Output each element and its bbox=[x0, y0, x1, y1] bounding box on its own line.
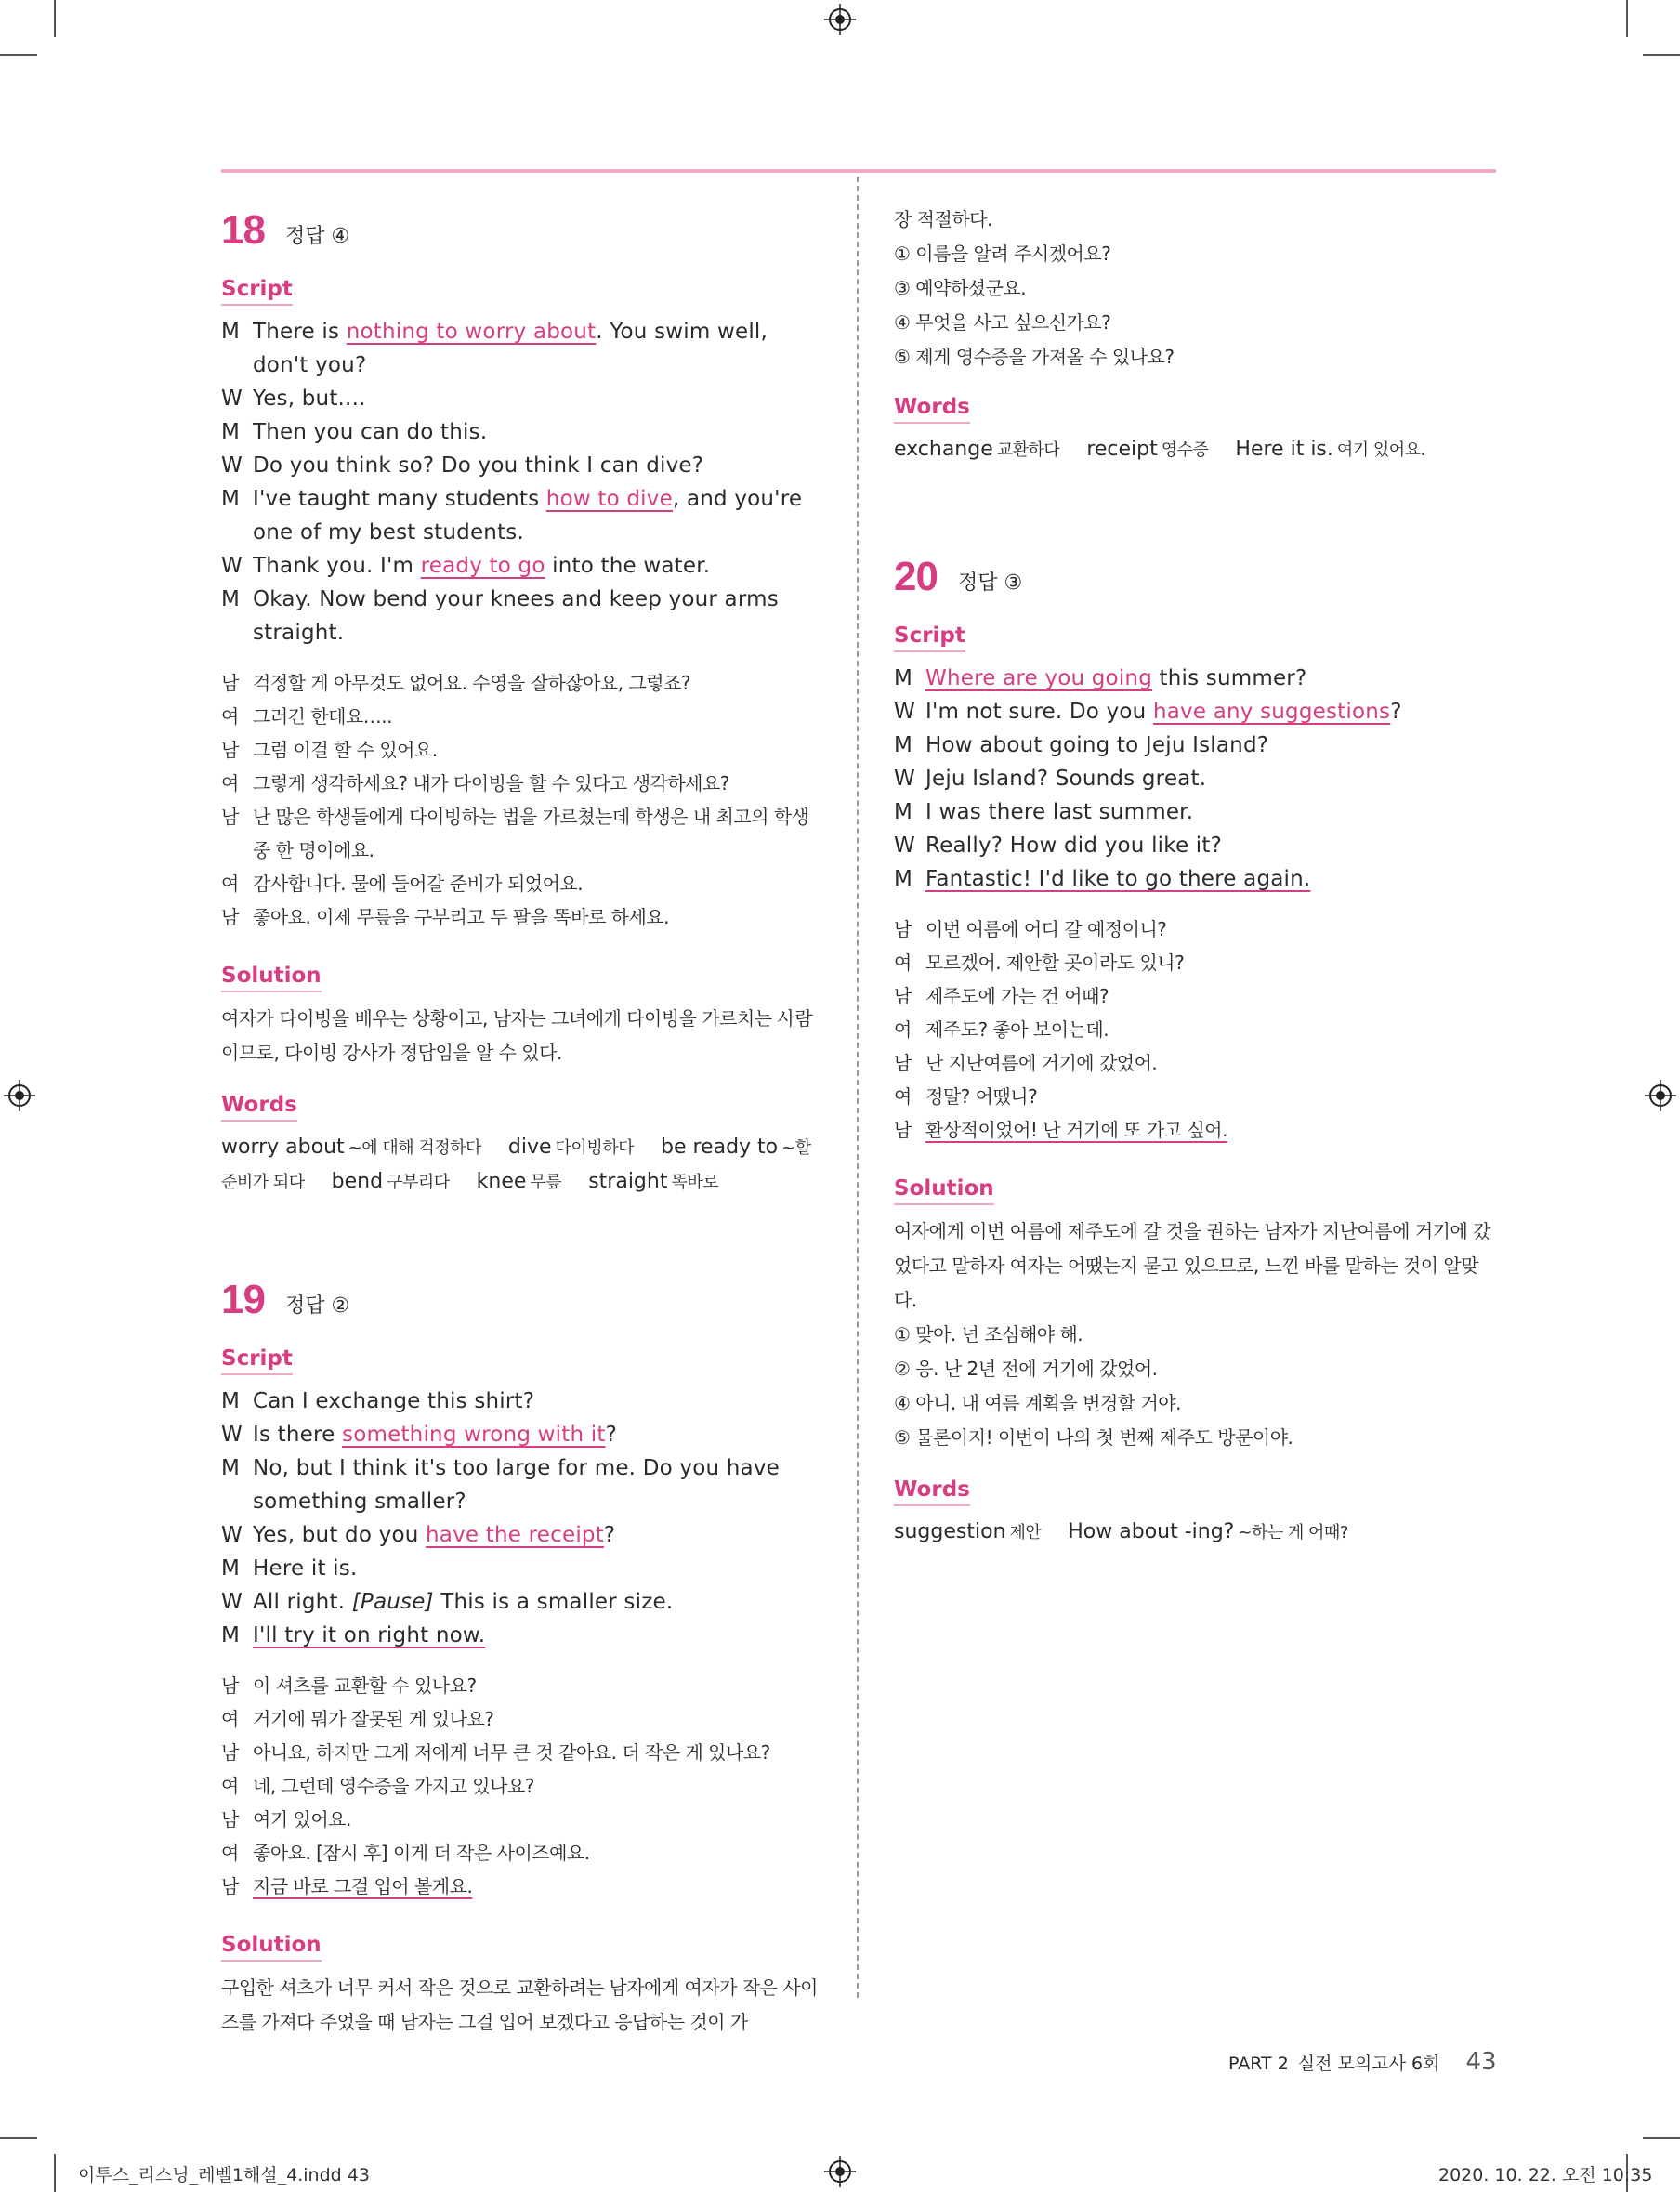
word-entry bbox=[477, 1170, 562, 1193]
translation-text: 좋아요. [잠시 후] 이게 더 작은 사이즈예요. bbox=[253, 1842, 590, 1864]
answer-option: ③ 예약하셨군요. bbox=[894, 277, 1027, 299]
translation-lines bbox=[221, 666, 823, 934]
solution-label: Solution bbox=[221, 964, 322, 992]
word-english: receipt bbox=[1086, 438, 1158, 461]
script-segment: This is a smaller size. bbox=[433, 1590, 674, 1614]
highlighted-phrase: have the receipt bbox=[426, 1523, 604, 1547]
translation-line bbox=[221, 1803, 823, 1836]
script-text bbox=[253, 1552, 823, 1585]
column-divider bbox=[857, 177, 859, 1998]
script-segment: No, but I think it's too large for me. Do you have something smaller? bbox=[253, 1456, 780, 1514]
speaker-label: W bbox=[221, 453, 243, 478]
speaker-label: M bbox=[221, 487, 241, 511]
translation-text: 제주도에 가는 건 어때? bbox=[925, 985, 1109, 1007]
speaker-label: M bbox=[221, 1623, 241, 1647]
answer-label: 정답 ④ bbox=[284, 225, 350, 248]
script-segment: , and you're one of my best students. bbox=[253, 487, 803, 545]
script-segment: I've taught many students bbox=[253, 487, 546, 511]
speaker-label: M bbox=[221, 320, 241, 344]
script-line bbox=[221, 1451, 823, 1518]
crop-mark bbox=[54, 0, 56, 37]
script-line bbox=[221, 1418, 823, 1451]
speaker-label: 남 bbox=[221, 739, 239, 761]
translation-text: 그럼 이걸 할 수 있어요. bbox=[253, 739, 438, 761]
answer-option: ① 이름을 알려 주시겠어요? bbox=[894, 243, 1111, 265]
script-text bbox=[925, 695, 1496, 728]
highlighted-phrase: how to dive bbox=[545, 487, 673, 511]
script-line bbox=[894, 728, 1496, 762]
answer-line: Fantastic! I'd like to go there again. bbox=[925, 867, 1311, 891]
translation-line bbox=[221, 733, 823, 767]
translation-line bbox=[894, 979, 1496, 1013]
translation-line bbox=[221, 1769, 823, 1803]
script-line bbox=[894, 662, 1496, 695]
word-english: exchange bbox=[894, 438, 993, 461]
word-english: straight bbox=[588, 1170, 668, 1193]
script-segment: I'm not sure. Do you bbox=[925, 700, 1153, 724]
word-entry bbox=[1086, 438, 1208, 461]
script-segment: Yes, but do you bbox=[253, 1523, 427, 1547]
translation-line bbox=[894, 946, 1496, 979]
words-list bbox=[894, 433, 1496, 467]
speaker-label: 여 bbox=[221, 1775, 239, 1797]
registration-mark-icon bbox=[1645, 1080, 1676, 1111]
highlighted-phrase: something wrong with it bbox=[342, 1423, 606, 1447]
answer-option: ⑤ 물론이지! 이번이 나의 첫 번째 제주도 방문이야. bbox=[894, 1426, 1293, 1449]
script-segment: Yes, but.... bbox=[253, 387, 366, 411]
speaker-label: 남 bbox=[894, 1052, 912, 1074]
translation-line bbox=[221, 1736, 823, 1769]
highlighted-phrase: have any suggestions bbox=[1152, 700, 1391, 724]
speaker-label: M bbox=[221, 1556, 241, 1581]
word-entry bbox=[508, 1135, 634, 1159]
answer-line: I'll try it on right now. bbox=[253, 1623, 486, 1647]
question-20 bbox=[894, 549, 1496, 1550]
speaker-label: 여 bbox=[221, 1708, 239, 1730]
footer-part: PART 2 bbox=[1228, 2054, 1289, 2074]
translation-line bbox=[221, 800, 823, 867]
script-text bbox=[253, 583, 823, 650]
word-entry bbox=[588, 1170, 718, 1193]
speaker-label: W bbox=[221, 1523, 243, 1547]
speaker-label: W bbox=[221, 1423, 243, 1447]
word-entry bbox=[894, 438, 1059, 461]
speaker-label: 남 bbox=[221, 1808, 239, 1831]
script-text bbox=[253, 482, 823, 549]
translation-text: 모르겠어. 제안할 곳이라도 있니? bbox=[925, 952, 1185, 974]
word-korean: 똑바로 bbox=[671, 1173, 719, 1192]
word-entry bbox=[221, 1135, 481, 1159]
script-text bbox=[925, 762, 1496, 795]
word-english: worry about bbox=[221, 1135, 345, 1159]
script-line bbox=[221, 449, 823, 482]
translation-line bbox=[894, 1046, 1496, 1080]
word-korean: 제안 bbox=[1009, 1523, 1042, 1542]
word-english: How about -ing? bbox=[1068, 1520, 1235, 1543]
script-line bbox=[894, 695, 1496, 728]
slug-date: 2020. 10. 22. 오전 10:35 bbox=[1438, 2165, 1653, 2185]
script-line bbox=[894, 762, 1496, 795]
script-lines bbox=[894, 662, 1496, 896]
speaker-label: 여 bbox=[894, 952, 912, 974]
question-19 bbox=[221, 1272, 823, 2040]
script-text bbox=[253, 1619, 823, 1652]
speaker-label: W bbox=[894, 767, 915, 791]
speaker-label: M bbox=[221, 1389, 241, 1413]
script-label: Script bbox=[221, 1346, 293, 1375]
speaker-label: 여 bbox=[221, 873, 239, 895]
script-line bbox=[221, 1585, 823, 1619]
translation-line bbox=[221, 1702, 823, 1736]
script-line bbox=[894, 829, 1496, 862]
script-segment: Okay. Now bend your knees and keep your arms straight. bbox=[253, 587, 779, 645]
translation-text: 좋아요. 이제 무릎을 구부리고 두 팔을 똑바로 하세요. bbox=[253, 906, 669, 928]
solution-text: 여자가 다이빙을 배우는 상황이고, 남자는 그녀에게 다이빙을 가르치는 사람이므로, 다이빙 강사가 정답임을 알 수 있다. bbox=[221, 1007, 813, 1064]
translation-text: 거기에 뭐가 잘못된 게 있나요? bbox=[253, 1708, 494, 1730]
speaker-label: W bbox=[221, 554, 243, 578]
header-rule bbox=[221, 169, 1496, 173]
speaker-label: W bbox=[894, 833, 915, 858]
word-english: be ready to bbox=[661, 1135, 779, 1159]
footer-title: 실전 모의고사 6회 bbox=[1297, 2054, 1440, 2074]
solution-text-continued: 장 적절하다. bbox=[894, 208, 992, 230]
answer-options bbox=[894, 237, 1496, 374]
right-column bbox=[894, 203, 1496, 1550]
translation-text: 아니요, 하지만 그게 저에게 너무 큰 것 같아요. 더 작은 게 있나요? bbox=[253, 1741, 770, 1764]
script-segment: Do you think so? Do you think I can dive? bbox=[253, 453, 704, 478]
left-column bbox=[221, 203, 823, 2040]
script-text bbox=[925, 662, 1496, 695]
crop-mark bbox=[54, 2154, 56, 2192]
highlighted-phrase: ready to go bbox=[420, 554, 545, 578]
page-number: 43 bbox=[1465, 2048, 1497, 2076]
speaker-label: M bbox=[894, 666, 913, 690]
script-segment: There is bbox=[253, 320, 347, 344]
translation-line bbox=[221, 1870, 823, 1903]
speaker-label: 남 bbox=[221, 806, 239, 828]
script-segment: . You swim well, don't you? bbox=[253, 320, 768, 377]
script-label: Script bbox=[221, 277, 293, 306]
question-number: 19 bbox=[221, 1277, 265, 1322]
script-text bbox=[253, 382, 823, 415]
speaker-label: 남 bbox=[221, 672, 239, 694]
translation-line bbox=[894, 912, 1496, 946]
question-18 bbox=[221, 203, 823, 1200]
script-text bbox=[253, 1585, 823, 1619]
solution-text: 여자에게 이번 여름에 제주도에 갈 것을 권하는 남자가 지난여름에 거기에 갔었다고 말하자 여자는 어땠는지 묻고 있으므로, 느낀 바를 말하는 것이 알맞다. bbox=[894, 1220, 1490, 1311]
translation-lines bbox=[894, 912, 1496, 1147]
script-text bbox=[253, 1385, 823, 1418]
question-header bbox=[894, 549, 1496, 597]
word-entry bbox=[1068, 1520, 1348, 1543]
translation-line bbox=[221, 1669, 823, 1702]
script-segment: Really? How did you like it? bbox=[925, 833, 1223, 858]
translation-text: 이 셔츠를 교환할 수 있나요? bbox=[253, 1674, 477, 1697]
translation-lines bbox=[221, 1669, 823, 1903]
script-line bbox=[221, 549, 823, 583]
script-text bbox=[253, 1418, 823, 1451]
translation-text: 환상적이었어! 난 거기에 또 가고 싶어. bbox=[925, 1119, 1227, 1141]
translation-line bbox=[894, 1113, 1496, 1147]
translation-text: 이번 여름에 어디 갈 예정이니? bbox=[925, 918, 1167, 940]
crop-mark bbox=[1626, 0, 1628, 37]
script-segment: ? bbox=[603, 1523, 616, 1547]
speaker-label: 여 bbox=[894, 1085, 912, 1108]
speaker-label: 남 bbox=[221, 1875, 239, 1897]
word-entry bbox=[894, 1520, 1041, 1543]
speaker-label: 남 bbox=[894, 985, 912, 1007]
script-segment: Jeju Island? Sounds great. bbox=[925, 767, 1207, 791]
stage-direction: [Pause] bbox=[351, 1590, 434, 1614]
script-segment: Here it is. bbox=[253, 1556, 358, 1581]
answer-label: 정답 ② bbox=[284, 1294, 350, 1318]
speaker-label: 남 bbox=[894, 1119, 912, 1141]
script-segment: Can I exchange this shirt? bbox=[253, 1389, 535, 1413]
script-text bbox=[925, 829, 1496, 862]
speaker-label: M bbox=[894, 733, 913, 757]
script-label: Script bbox=[894, 623, 965, 652]
solution-label: Solution bbox=[894, 1176, 994, 1205]
script-text bbox=[253, 315, 823, 382]
word-english: bend bbox=[331, 1170, 384, 1193]
script-line bbox=[221, 415, 823, 449]
speaker-label: M bbox=[221, 587, 241, 611]
speaker-label: 여 bbox=[221, 772, 239, 794]
word-english: knee bbox=[476, 1170, 527, 1193]
registration-mark-icon bbox=[824, 2156, 856, 2187]
words-label: Words bbox=[221, 1093, 297, 1122]
script-text bbox=[253, 415, 823, 449]
word-korean: ~하는 게 어때? bbox=[1238, 1523, 1348, 1542]
words-label: Words bbox=[894, 395, 970, 424]
word-entry bbox=[332, 1170, 450, 1193]
word-korean: 다이빙하다 bbox=[555, 1138, 634, 1158]
script-text bbox=[253, 1518, 823, 1552]
crop-mark bbox=[0, 2137, 37, 2139]
translation-text: 제주도? 좋아 보이는데. bbox=[925, 1018, 1109, 1041]
speaker-label: 여 bbox=[894, 1018, 912, 1041]
speaker-label: 남 bbox=[894, 918, 912, 940]
speaker-label: 남 bbox=[221, 1674, 239, 1697]
script-segment: Then you can do this. bbox=[253, 420, 488, 444]
script-line bbox=[221, 1552, 823, 1585]
answer-option: ① 맞아. 넌 조심해야 해. bbox=[894, 1323, 1083, 1345]
word-korean: 여기 있어요. bbox=[1336, 440, 1425, 460]
script-line bbox=[221, 315, 823, 382]
answer-option: ④ 무엇을 사고 싶으신가요? bbox=[894, 311, 1111, 334]
word-english: suggestion bbox=[894, 1520, 1006, 1543]
script-line bbox=[221, 382, 823, 415]
speaker-label: M bbox=[894, 867, 913, 891]
translation-text: 감사합니다. 물에 들어갈 준비가 되었어요. bbox=[253, 873, 584, 895]
translation-text: 정말? 어땠니? bbox=[925, 1085, 1038, 1108]
crop-mark bbox=[1643, 2137, 1680, 2139]
answer-option: ② 응. 난 2년 전에 거기에 갔었어. bbox=[894, 1358, 1158, 1380]
answer-label: 정답 ③ bbox=[957, 571, 1023, 595]
translation-text: 그러긴 한데요….. bbox=[253, 705, 392, 728]
words-list bbox=[894, 1516, 1496, 1550]
script-line bbox=[221, 1518, 823, 1552]
script-segment: I was there last summer. bbox=[925, 800, 1194, 824]
translation-text: 난 지난여름에 거기에 갔었어. bbox=[925, 1052, 1158, 1074]
answer-option: ⑤ 제게 영수증을 가져올 수 있나요? bbox=[894, 346, 1175, 368]
script-line bbox=[221, 1385, 823, 1418]
script-line bbox=[221, 1619, 823, 1652]
speaker-label: 남 bbox=[221, 1741, 239, 1764]
speaker-label: W bbox=[221, 1590, 243, 1614]
answer-option: ④ 아니. 내 여름 계획을 변경할 거야. bbox=[894, 1392, 1181, 1414]
translation-text: 네, 그런데 영수증을 가지고 있나요? bbox=[253, 1775, 534, 1797]
speaker-label: M bbox=[221, 420, 241, 444]
translation-line bbox=[221, 1836, 823, 1870]
script-segment: ? bbox=[605, 1423, 617, 1447]
speaker-label: W bbox=[221, 387, 243, 411]
word-korean: 교환하다 bbox=[996, 440, 1060, 460]
question-header bbox=[221, 1272, 823, 1320]
script-lines bbox=[221, 1385, 823, 1652]
script-text bbox=[925, 862, 1496, 896]
translation-line bbox=[221, 867, 823, 900]
script-segment: into the water. bbox=[545, 554, 711, 578]
question-number: 20 bbox=[894, 554, 938, 599]
script-line bbox=[221, 583, 823, 650]
word-english: Here it is. bbox=[1235, 438, 1333, 461]
script-text bbox=[925, 795, 1496, 829]
word-korean: ~할 준비가 되다 bbox=[221, 1138, 811, 1192]
translation-line bbox=[221, 666, 823, 700]
word-korean: 구부리다 bbox=[387, 1173, 450, 1192]
script-line bbox=[894, 862, 1496, 896]
script-segment: Is there bbox=[253, 1423, 343, 1447]
crop-mark bbox=[0, 54, 37, 56]
translation-text: 그렇게 생각하세요? 내가 다이빙을 할 수 있다고 생각하세요? bbox=[253, 772, 729, 794]
page-footer bbox=[1228, 2048, 1497, 2076]
question-number: 18 bbox=[221, 207, 265, 253]
crop-mark bbox=[1643, 54, 1680, 56]
speaker-label: M bbox=[221, 1456, 241, 1480]
word-english: dive bbox=[507, 1135, 552, 1159]
script-text bbox=[253, 549, 823, 583]
translation-line bbox=[221, 900, 823, 934]
script-line bbox=[894, 795, 1496, 829]
script-text bbox=[253, 1451, 823, 1518]
highlighted-phrase: Where are you going bbox=[925, 666, 1152, 690]
script-segment: All right. bbox=[253, 1590, 352, 1614]
word-korean: 무릎 bbox=[530, 1173, 562, 1192]
script-segment: ? bbox=[1390, 700, 1402, 724]
speaker-label: 남 bbox=[221, 906, 239, 928]
translation-text: 난 많은 학생들에게 다이빙하는 법을 가르쳤는데 학생은 내 최고의 학생 중 한 명이에요. bbox=[253, 806, 809, 861]
translation-line bbox=[894, 1080, 1496, 1113]
speaker-label: M bbox=[894, 800, 913, 824]
translation-text: 지금 바로 그걸 입어 볼게요. bbox=[253, 1875, 473, 1897]
translation-line bbox=[894, 1013, 1496, 1046]
question-header bbox=[221, 203, 823, 251]
script-line bbox=[221, 482, 823, 549]
registration-mark-icon bbox=[4, 1080, 35, 1111]
answer-options bbox=[894, 1318, 1496, 1455]
solution-label: Solution bbox=[221, 1933, 322, 1962]
script-text bbox=[925, 728, 1496, 762]
word-entry bbox=[1235, 438, 1424, 461]
words-list bbox=[221, 1131, 823, 1200]
script-lines bbox=[221, 315, 823, 650]
word-korean: ~에 대해 걱정하다 bbox=[348, 1138, 481, 1158]
translation-text: 여기 있어요. bbox=[253, 1808, 351, 1831]
speaker-label: 여 bbox=[221, 705, 239, 728]
solution-text: 구입한 셔츠가 너무 커서 작은 것으로 교환하려는 남자에게 여자가 작은 사이즈를 가져다 주었을 때 남자는 그걸 입어 보겠다고 응답하는 것이 가 bbox=[221, 1976, 818, 2033]
translation-line bbox=[221, 767, 823, 800]
word-korean: 영수증 bbox=[1161, 440, 1209, 460]
script-segment: Thank you. I'm bbox=[253, 554, 421, 578]
speaker-label: W bbox=[894, 700, 915, 724]
script-segment: How about going to Jeju Island? bbox=[925, 733, 1269, 757]
registration-mark-icon bbox=[824, 4, 856, 35]
speaker-label: 여 bbox=[221, 1842, 239, 1864]
translation-text: 걱정할 게 아무것도 없어요. 수영을 잘하잖아요, 그렇죠? bbox=[253, 672, 691, 694]
translation-line bbox=[221, 700, 823, 733]
highlighted-phrase: nothing to worry about bbox=[346, 320, 597, 344]
script-segment: this summer? bbox=[1152, 666, 1307, 690]
script-text bbox=[253, 449, 823, 482]
slug-file: 이투스_리스닝_레벨1해설_4.indd 43 bbox=[78, 2165, 370, 2185]
words-label: Words bbox=[894, 1477, 970, 1506]
